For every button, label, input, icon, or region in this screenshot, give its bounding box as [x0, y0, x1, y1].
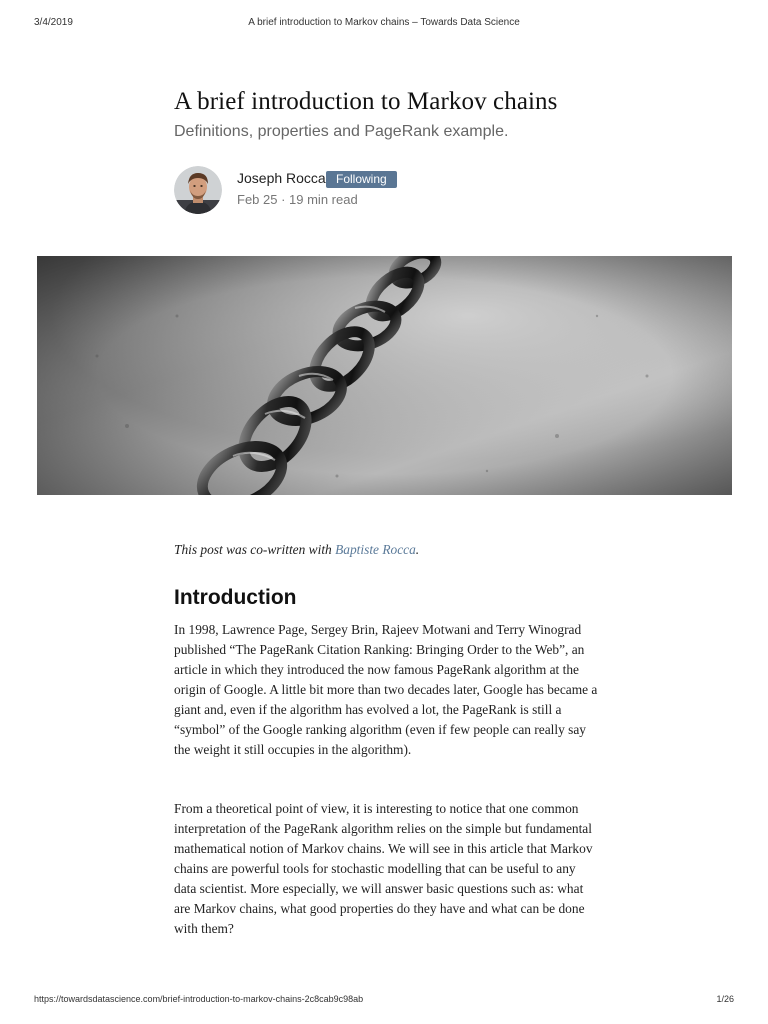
co-author-link[interactable]: Baptiste Rocca: [335, 542, 416, 557]
author-block: [174, 166, 594, 214]
print-header: [0, 17, 768, 31]
author-portrait-icon: [174, 166, 222, 214]
print-date: 3/4/2019: [34, 17, 73, 28]
print-page-number: 1/26: [716, 994, 734, 1004]
article-subtitle: Definitions, properties and PageRank example.: [174, 123, 509, 140]
print-page-title: A brief introduction to Markov chains – Towards Data Science: [248, 17, 520, 28]
print-footer: [0, 994, 768, 1008]
paragraph-1: In 1998, Lawrence Page, Sergey Brin, Rajeev Motwani and Terry Winograd published “The PageRank Citation Ranking: Bringing Order to the Web”, an article in which they introduced the now famous PageRank algorithm at the origin of Google. A little bit more than two decades later, Google has became a giant and, even if the algorithm has evolved a lot, the PageRank is still a “symbol” of the Google ranking algorithm (even if few people can really say the weight it still occupies in the algorithm).: [174, 622, 598, 757]
section-heading-introduction: Introduction: [174, 586, 297, 609]
article-title: A brief introduction to Markov chains: [174, 88, 558, 115]
author-avatar[interactable]: [174, 166, 222, 214]
following-button[interactable]: Following: [326, 171, 397, 188]
credit-prefix: This post was co-written with: [174, 542, 336, 557]
paragraph-2: From a theoretical point of view, it is interesting to notice that one common interpretation of the PageRank algorithm relies on the simple but fundamental mathematical notion of Markov chains. We will see in this article that Markov chains are powerful tools for stochastic modelling that can be useful to any data scientist. More especially, we will answer basic questions such as: what are Markov chains, what good properties do they have and what can be done with them?: [174, 801, 593, 936]
post-meta: Feb 25 · 19 min read: [237, 192, 358, 207]
print-url: https://towardsdatascience.com/brief-introduction-to-markov-chains-2c8cab9c98ab: [34, 994, 364, 1004]
chain-photo-icon: [37, 256, 732, 495]
author-name[interactable]: Joseph Rocca: [237, 170, 326, 186]
credit-suffix: .: [415, 542, 420, 557]
co-author-credit: [174, 540, 598, 560]
hero-image-chain: [37, 256, 732, 495]
